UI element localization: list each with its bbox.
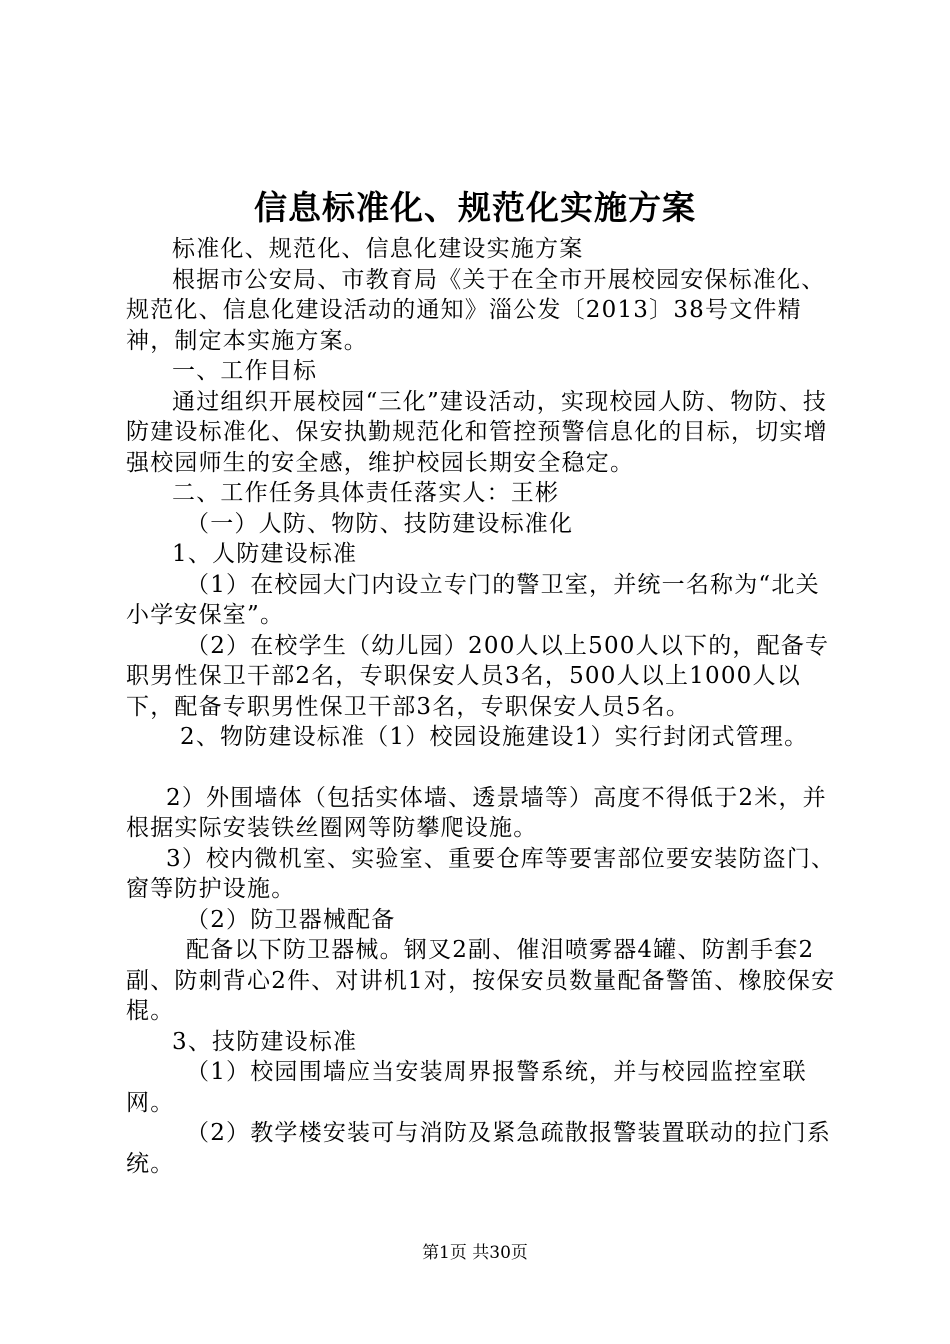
heading-work-goal: 一、工作目标 (172, 358, 318, 384)
paragraph-wall-height: 2）外围墙体（包括实体墙、透景墙等）高度不得低于2米，并根据实际安装铁丝圈网等防攀爬设施。 (126, 784, 827, 841)
heading-physical-defense: 2、物防建设标准（1）校园设施建设1）实行封闭式管理。 (180, 724, 809, 750)
heading-technical-defense: 3、技防建设标准 (172, 1028, 358, 1055)
paragraph-key-areas: 3）校内微机室、实验室、重要仓库等要害部位要安装防盗门、窗等防护设施。 (126, 845, 836, 902)
paragraph-door-system: （2）教学楼安装可与消防及紧急疏散报警装置联动的拉门系统。 (126, 1120, 832, 1177)
paragraph-perimeter-alarm: （1）校园围墙应当安装周界报警系统，并与校园监控室联网。 (126, 1059, 807, 1116)
paragraph-work-goal: 通过组织开展校园“三化”建设活动，实现校园人防、物防、技防建设标准化、保安执勤规范化和管控预警信息化的目标，切实增强校园师生的安全感，维护校园长期安全稳定。 (126, 388, 828, 476)
heading-civil-defense: 1、人防建设标准 (172, 541, 358, 567)
page-number: 第1页 共30页 (422, 1243, 528, 1263)
paragraph-guard-room: （1）在校园大门内设立专门的警卫室，并统一名称为“北关小学安保室”。 (126, 571, 820, 628)
paragraph-subtitle: 标准化、规范化、信息化建设实施方案 (172, 236, 584, 262)
document-title: 信息标准化、规范化实施方案 (254, 188, 696, 227)
paragraph-equipment-list: 配备以下防卫器械。钢叉2副、催泪喷雾器4罐、防割手套2副、防刺背心2件、对讲机1对，按保安员数量配备警笛、橡胶保安棍。 (126, 937, 836, 1024)
heading-work-tasks: 二、工作任务具体责任落实人：王彬 (172, 480, 560, 506)
paragraph-intro: 根据市公安局、市教育局《关于在全市开展校园安保标准化、规范化、信息化建设活动的通知》淄公发〔2013〕38号文件精神，制定本实施方案。 (126, 266, 826, 354)
document-body (126, 234, 836, 1179)
paragraph-staffing: （2）在校学生（幼儿园）200人以上500人以下的，配备专职男性保卫干部2名，专职保安人员3名，500人以上1000人以下，配备专职男性保卫干部3名，专职保安人员5名。 (126, 632, 830, 720)
heading-section-one: （一）人防、物防、技防建设标准化 (186, 510, 574, 537)
heading-equipment: （2）防卫器械配备 (186, 906, 396, 933)
